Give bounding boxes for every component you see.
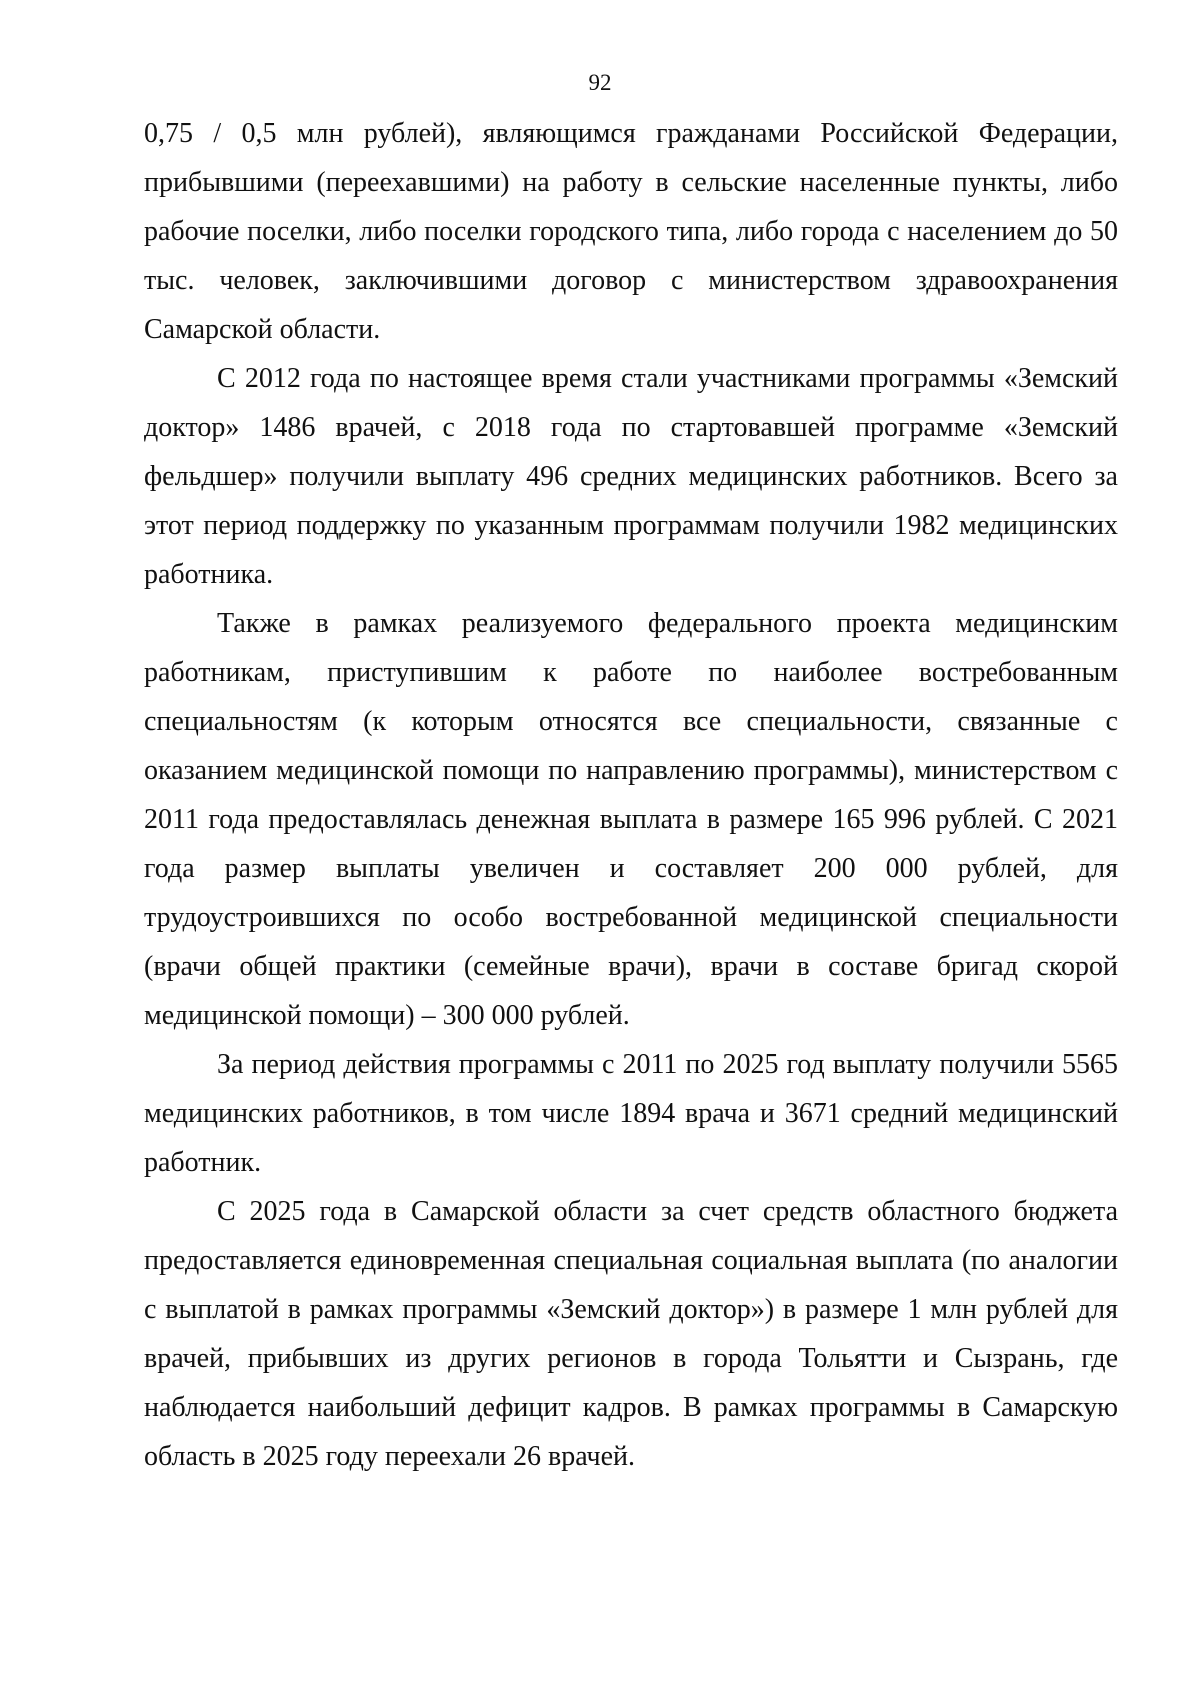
- document-body: [144, 109, 1118, 1481]
- paragraph-federal-project-payments: Также в рамках реализуемого федерального проекта медицинским работникам, приступившим к работе по наиболее востребованным специальностям (к которым относятся все специальности, связанные с оказанием медицинской помощи по направлению программы), министерством с 2011 года предоставлялась денежная выплата в размере 165 996 рублей. С 2021 года размер выплаты увеличен и составляет 200 000 рублей, для трудоустроившихся по особо востребованной медицинской специальности (врачи общей практики (семейные врачи), врачи в составе бригад скорой медицинской помощи) – 300 000 рублей.: [144, 608, 1118, 1031]
- paragraph-regional-payment-2025: С 2025 года в Самарской области за счет средств областного бюджета предоставляется единовременная специальная социальная выплата (по аналогии с выплатой в рамках программы «Земский доктор») в размере 1 млн рублей для врачей, прибывших из других регионов в города Тольятти и Сызрань, где наблюдается наибольший дефицит кадров. В рамках программы в Самарскую область в 2025 году переехали 26 врачей.: [144, 1196, 1118, 1472]
- page-number: 92: [588, 70, 612, 95]
- paragraph-continuation: 0,75 / 0,5 млн рублей), являющимся гражданами Российской Федерации, прибывшими (переехавшими) на работу в сельские населенные пункты, либо рабочие поселки, либо поселки городского типа, либо города с населением до 50 тыс. человек, заключившими договор с министерством здравоохранения Самарской области.: [144, 118, 1118, 345]
- paragraph-zemsky-programs: С 2012 года по настоящее время стали участниками программы «Земский доктор» 1486 врачей, с 2018 года по стартовавшей программе «Земский фельдшер» получили выплату 496 средних медицинских работников. Всего за этот период поддержку по указанным программам получили 1982 медицинских работника.: [144, 363, 1118, 590]
- paragraph-program-results: За период действия программы с 2011 по 2025 год выплату получили 5565 медицинских работников, в том числе 1894 врача и 3671 средний медицинский работник.: [144, 1049, 1118, 1178]
